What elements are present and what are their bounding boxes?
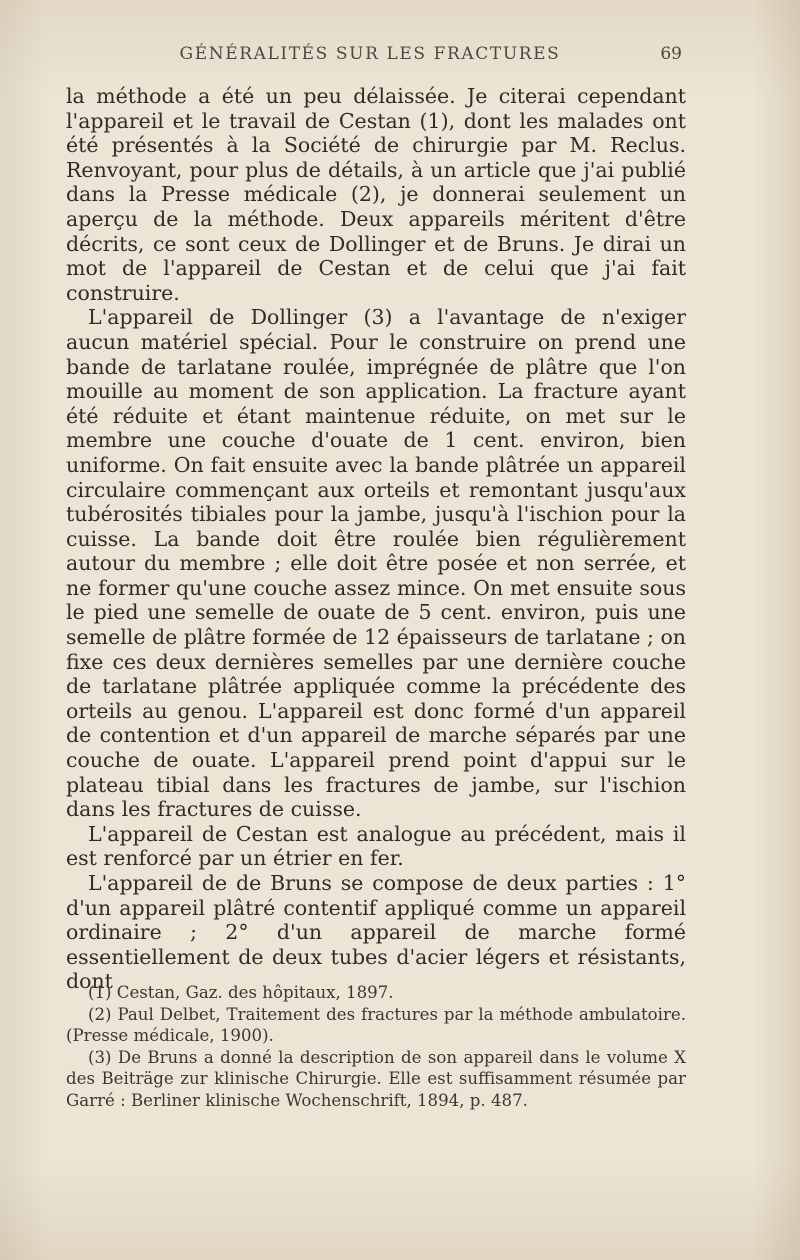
page-header	[0, 44, 800, 70]
footnote-2: (2) Paul Delbet, Traitement des fractures par la méthode ambulatoire. (Presse médicale, 1900).	[66, 1004, 686, 1045]
paragraph-3: L'appareil de Cestan est analogue au précédent, mais il est renforcé par un étrier en fer.	[66, 821, 686, 871]
paragraph-1: la méthode a été un peu délaissée. Je citerai cependant l'appareil et le travail de Cestan (1), dont les malades ont été présentés à la Société de chirurgie par M. Reclus. Renvoyant, pour plus de détails, à un article que j'ai publié dans la Presse médicale (2), je donnerai seulement un aperçu de la méthode. Deux appareils méritent d'être décrits, ce sont ceux de Dollinger et de Bruns. Je dirai un mot de l'appareil de Cestan et de celui que j'ai fait construire.	[66, 84, 686, 305]
page-number: 69	[660, 44, 682, 64]
paragraph-4: L'appareil de de Bruns se compose de deux parties : 1° d'un appareil plâtré contentif appliqué comme un appareil ordinaire ; 2° d'un appareil de marche formé essentiellement de deux tubes d'acier légers et résistants, dont	[66, 871, 686, 994]
footnote-1: (1) Cestan, Gaz. des hôpitaux, 1897.	[88, 983, 394, 1002]
footnote-3: (3) De Bruns a donné la description de son appareil dans le volume X des Beiträge zur klinische Chirurgie. Elle est suffisamment résumée par Garré : Berliner klinische Wochenschrift, 1894, p. 487.	[66, 1047, 686, 1110]
body-text	[66, 84, 686, 994]
paragraph-2: L'appareil de Dollinger (3) a l'avantage de n'exiger aucun matériel spécial. Pour le construire on prend une bande de tarlatane roulée, imprégnée de plâtre que l'on mouille au moment de son application. La fracture ayant été réduite et étant maintenue réduite, on met sur le membre une couche d'ouate de 1 cent. environ, bien uniforme. On fait ensuite avec la bande plâtrée un appareil circulaire commençant aux orteils et remontant jusqu'aux tubérosités tibiales pour la jambe, jusqu'à l'ischion pour la cuisse. La bande doit être roulée bien régulièrement autour du membre ; elle doit être posée et non serrée, et ne former qu'une couche assez mince. On met ensuite sous le pied une semelle de ouate de 5 cent. environ, puis une semelle de plâtre formée de 12 épaisseurs de tarlatane ; on fixe ces deux dernières semelles par une dernière couche de tarlatane plâtrée appliquée comme la précédente des orteils au genou. L'appareil est donc formé d'un appareil de contention et d'un appareil de marche séparés par une couche de ouate. L'appareil prend point d'appui sur le plateau tibial dans les fractures de jambe, sur l'ischion dans les fractures de cuisse.	[66, 305, 686, 822]
footnotes	[66, 982, 686, 1111]
running-title: GÉNÉRALITÉS SUR LES FRACTURES	[179, 44, 561, 64]
